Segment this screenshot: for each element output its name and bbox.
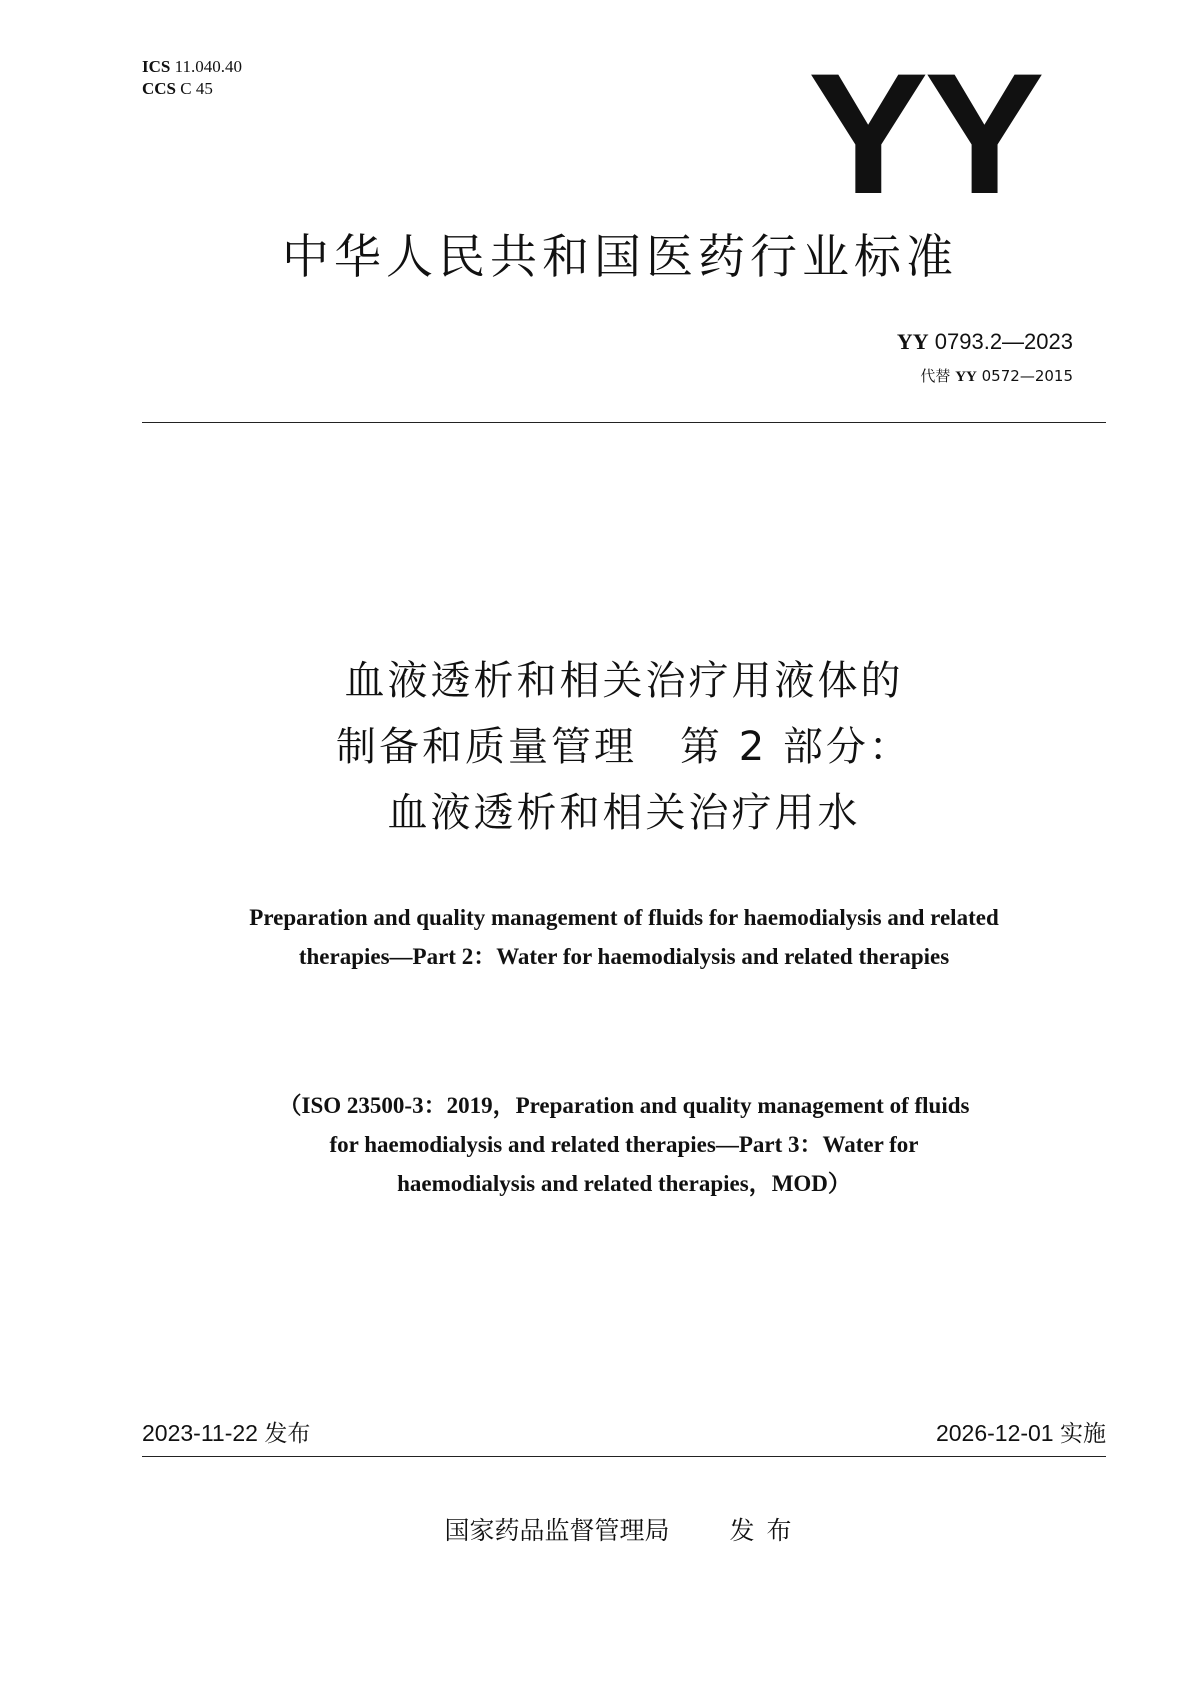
chinese-title-line-2: 制备和质量管理 第 2 部分： bbox=[336, 724, 912, 770]
publisher-action: 发布 bbox=[729, 1516, 804, 1545]
implementation-date: 2026-12-01 实施 bbox=[935, 1420, 1106, 1446]
replaces-code: 0572—2015 bbox=[981, 367, 1073, 385]
english-title-line-1: Preparation and quality management of fluids for haemodialysis and related bbox=[249, 905, 999, 930]
replaces-prefix: YY bbox=[955, 369, 977, 385]
chinese-title-line-3: 血液透析和相关治疗用水 bbox=[387, 790, 861, 836]
ics-label: ICS bbox=[142, 57, 171, 76]
ccs-line bbox=[142, 78, 242, 100]
english-title-line-2: therapies—Part 2：Water for haemodialysis and related therapies bbox=[298, 944, 950, 969]
replaces-standard bbox=[920, 366, 1073, 387]
bottom-divider bbox=[142, 1456, 1106, 1457]
publisher bbox=[142, 1514, 1106, 1548]
ics-code: 11.040.40 bbox=[174, 57, 242, 76]
top-divider bbox=[142, 422, 1106, 423]
iso-reference-line-2: for haemodialysis and related therapies—Part 3：Water for bbox=[329, 1132, 919, 1157]
chinese-title-line-1: 血液透析和相关治疗用液体的 bbox=[344, 658, 904, 704]
issue-date: 2023-11-22 发布 bbox=[142, 1420, 311, 1446]
iso-reference-line-1: （ISO 23500-3：2019，Preparation and quality management of fluids bbox=[278, 1093, 970, 1118]
replaces-label: 代替 bbox=[920, 367, 951, 385]
standard-code: 0793.2—2023 bbox=[934, 329, 1073, 354]
yy-standard-mark: YY bbox=[808, 38, 1041, 230]
ics-line bbox=[142, 56, 242, 78]
standard-number bbox=[897, 328, 1073, 356]
iso-reference bbox=[142, 1086, 1106, 1203]
classification-codes bbox=[142, 56, 242, 100]
publisher-name: 国家药品监督管理局 bbox=[444, 1516, 670, 1545]
standard-prefix: YY bbox=[896, 329, 929, 354]
english-title bbox=[142, 898, 1106, 976]
ccs-label: CCS bbox=[142, 79, 177, 98]
iso-reference-line-3: haemodialysis and related therapies，MOD） bbox=[397, 1171, 851, 1196]
page-title: 中华人民共和国医药行业标准 bbox=[282, 230, 958, 285]
ccs-code: C 45 bbox=[180, 79, 213, 98]
chinese-title bbox=[142, 648, 1106, 846]
